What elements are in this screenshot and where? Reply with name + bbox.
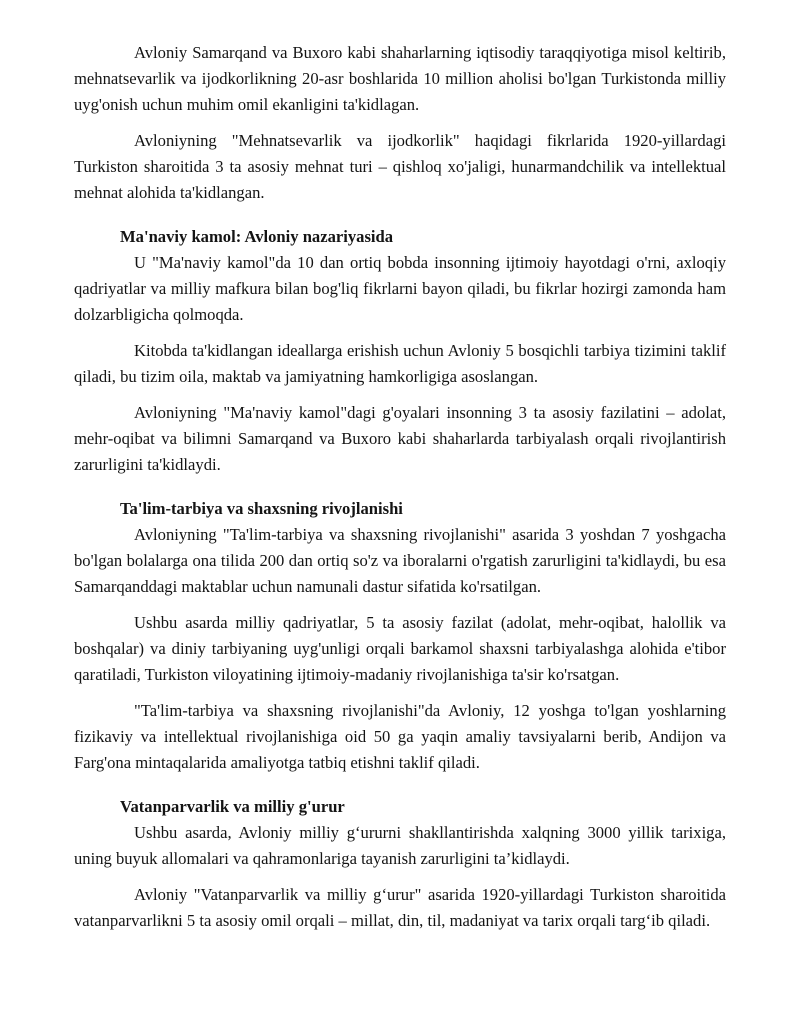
section-heading: Ma'naviy kamol: Avloniy nazariyasida <box>120 227 394 246</box>
paragraph: Ushbu asarda, Avloniy milliy g‘ururni shakllantirishda xalqning 3000 yillik tarixiga, uning buyuk allomalari va qahramonlariga tayanish zarurligini ta’kidlaydi. <box>74 823 726 868</box>
paragraph: Avloniy "Vatanparvarlik va milliy g‘urur" asarida 1920-yillardagi Turkiston sharoitida vatanparvarlikni 5 ta asosiy omil orqali – millat, din, til, madaniyat va tarix orqali targ‘ib qiladi. <box>74 885 726 930</box>
paragraph: U "Ma'naviy kamol"da 10 dan ortiq bobda insonning ijtimoiy hayotdagi o'rni, axloqiy qadriyatlar va milliy mafkura bilan bog'liq fikrlarni bayon qiladi, bu fikrlar hozirgi zamonda ham dolzarbligicha qolmoqda. <box>74 253 726 324</box>
paragraph: Kitobda ta'kidlangan ideallarga erishish uchun Avloniy 5 bosqichli tarbiya tizimini taklif qiladi, bu tizim oila, maktab va jamiyatning hamkorligiga asoslangan. <box>74 341 726 386</box>
document-page <box>74 40 726 934</box>
section-heading: Ta'lim-tarbiya va shaxsning rivojlanishi <box>120 499 403 518</box>
paragraph: "Ta'lim-tarbiya va shaxsning rivojlanishi"da Avloniy, 12 yoshga to'lgan yoshlarning fizikaviy va intellektual rivojlanishiga oid 50 ga yaqin amaliy tavsiyalarni berib, Andijon va Farg'ona mintaqalarida amaliyotga tatbiq etishni taklif qiladi. <box>74 701 726 772</box>
paragraph: Ushbu asarda milliy qadriyatlar, 5 ta asosiy fazilat (adolat, mehr-oqibat, halollik va boshqalar) va diniy tarbiyaning uyg'unligi orqali barkamol shaxsni tarbiyalashga alohida e'tibor qaratiladi, Turkiston viloyatining ijtimoiy-madaniy rivojlanishiga ta'sir ko'rsatgan. <box>74 613 726 684</box>
paragraph: Avloniyning "Ma'naviy kamol"dagi g'oyalari insonning 3 ta asosiy fazilatini – adolat, mehr-oqibat va bilimni Samarqand va Buxoro kabi shaharlarda tarbiyalash orqali rivojlantirish zarurligini ta'kidlaydi. <box>74 403 726 474</box>
paragraph: Avloniyning "Mehnatsevarlik va ijodkorlik" haqidagi fikrlarida 1920-yillardagi Turkiston sharoitida 3 ta asosiy mehnat turi – qishloq xo'jaligi, hunarmandchilik va intellektual mehnat alohida ta'kidlangan. <box>74 131 726 202</box>
paragraph: Avloniyning "Ta'lim-tarbiya va shaxsning rivojlanishi" asarida 3 yoshdan 7 yoshgacha bo'lgan bolalarga ona tilida 200 dan ortiq so'z va iboralarni o'rgatish zarurligini ta'kidlaydi, bu esa Samarqanddagi maktablar uchun namunali dastur sifatida ko'rsatilgan. <box>74 525 726 596</box>
section-heading: Vatanparvarlik va milliy g'urur <box>120 797 345 816</box>
paragraph: Avloniy Samarqand va Buxoro kabi shaharlarning iqtisodiy taraqqiyotiga misol keltirib, mehnatsevarlik va ijodkorlikning 20-asr boshlarida 10 million aholisi bo'lgan Turkistonda milliy uyg'onish uchun muhim omil ekanligini ta'kidlagan. <box>74 43 726 114</box>
